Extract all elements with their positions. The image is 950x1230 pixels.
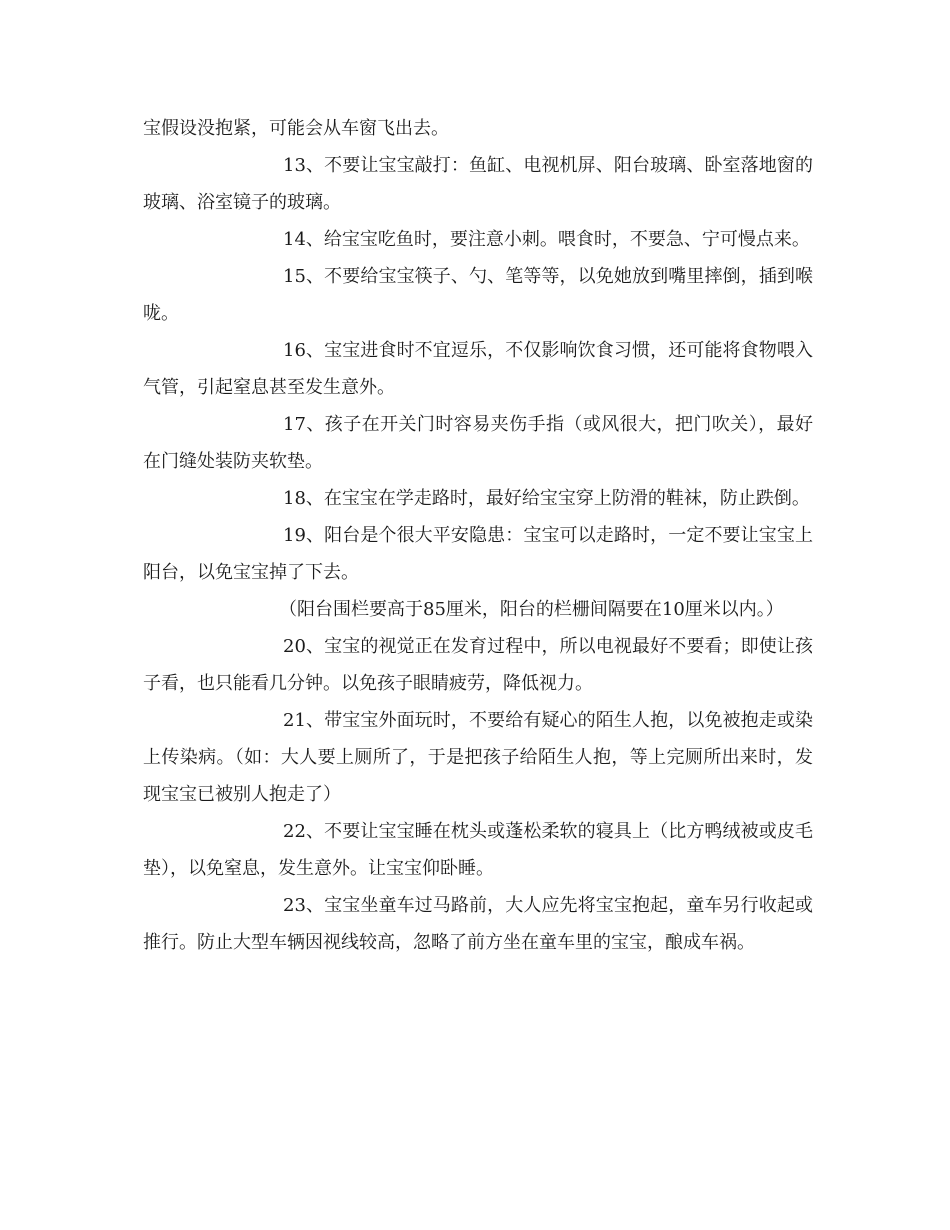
paragraph-item-22: 22、不要让宝宝睡在枕头或蓬松柔软的寝具上（比方鸭绒被或皮毛垫），以免窒息，发生意外。让宝宝仰卧睡。 — [143, 821, 813, 879]
paragraph-balcony-note: （阳台围栏要高于85厘米，阳台的栏栅间隔要在10厘米以内。） — [279, 599, 784, 620]
document-body — [143, 110, 813, 961]
paragraph-item-14: 14、给宝宝吃鱼时，要注意小刺。喂食时，不要急、宁可慢点来。 — [283, 229, 810, 250]
paragraph-item-20: 20、宝宝的视觉正在发育过程中，所以电视最好不要看；即使让孩子看，也只能看几分钟。以免孩子眼睛疲劳，降低视力。 — [143, 636, 813, 694]
paragraph-item-16: 16、宝宝进食时不宜逗乐，不仅影响饮食习惯，还可能将食物喂入气管，引起窒息甚至发生意外。 — [143, 340, 813, 398]
paragraph-item-15: 15、不要给宝宝筷子、勺、笔等等，以免她放到嘴里摔倒，插到喉咙。 — [143, 266, 813, 324]
paragraph-item-19: 19、阳台是个很大平安隐患：宝宝可以走路时，一定不要让宝宝上阳台，以免宝宝掉了下去。 — [143, 525, 813, 583]
paragraph-item-13: 13、不要让宝宝敲打：鱼缸、电视机屏、阳台玻璃、卧室落地窗的玻璃、浴室镜子的玻璃。 — [143, 155, 813, 213]
paragraph-item-18: 18、在宝宝在学走路时，最好给宝宝穿上防滑的鞋袜，防止跌倒。 — [283, 488, 810, 509]
paragraph-item-23: 23、宝宝坐童车过马路前，大人应先将宝宝抱起，童车另行收起或推行。防止大型车辆因视线较高，忽略了前方坐在童车里的宝宝，酿成车祸。 — [143, 895, 813, 953]
paragraph-item-21: 21、带宝宝外面玩时，不要给有疑心的陌生人抱，以免被抱走或染上传染病。（如：大人要上厕所了，于是把孩子给陌生人抱，等上完厕所出来时，发现宝宝已被别人抱走了） — [143, 710, 813, 805]
paragraph-continuation: 宝假设没抱紧，可能会从车窗飞出去。 — [143, 118, 449, 139]
paragraph-item-17: 17、孩子在开关门时容易夹伤手指（或风很大，把门吹关），最好在门缝处装防夹软垫。 — [143, 414, 813, 472]
